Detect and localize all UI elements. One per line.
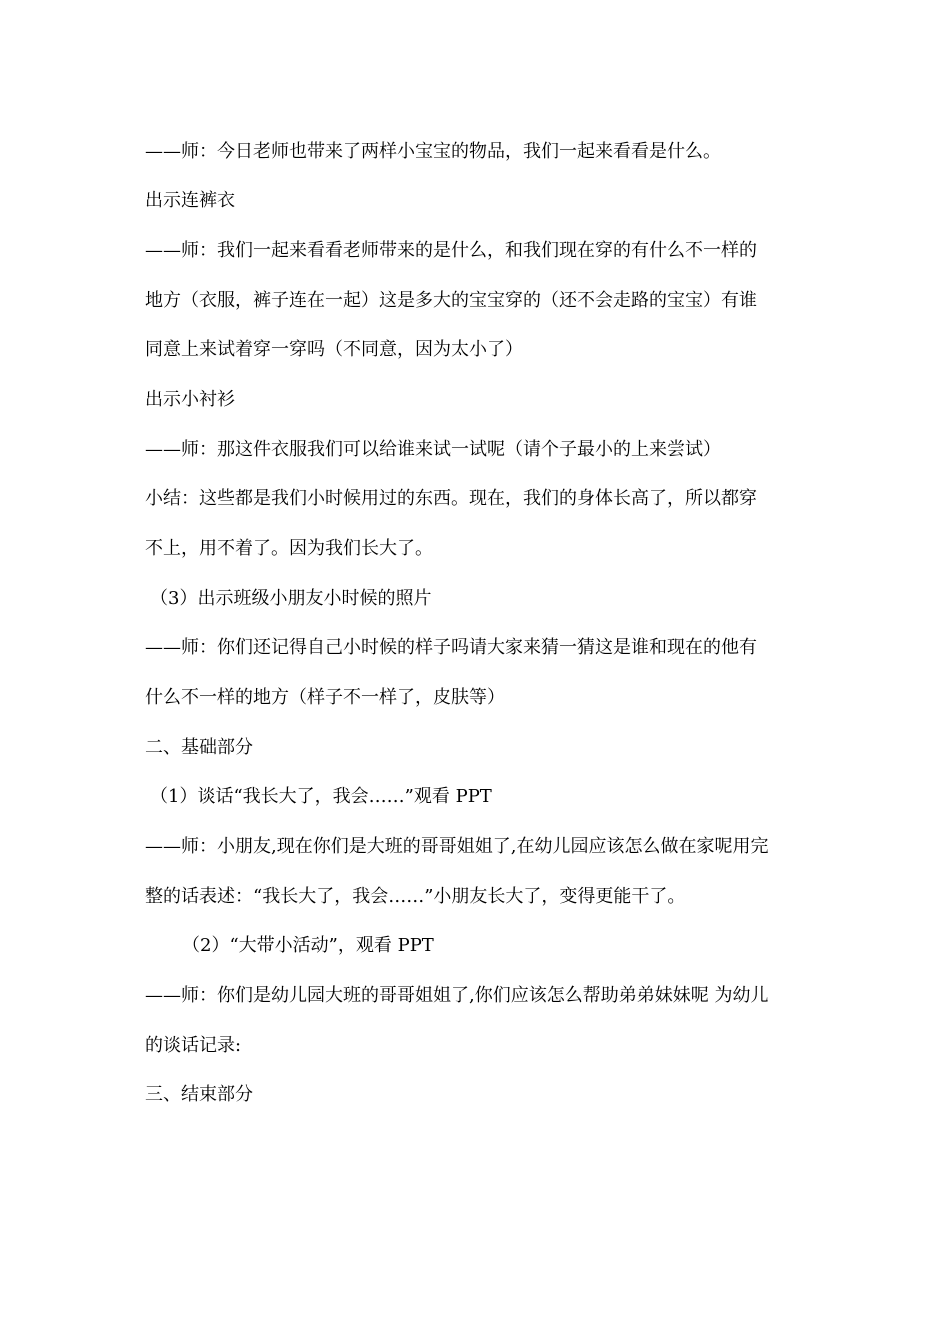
- text-line-4: 地方（衣服，裤子连在一起）这是多大的宝宝穿的（还不会走路的宝宝）有谁: [145, 290, 757, 311]
- text-line-10: （3）出示班级小朋友小时候的照片: [150, 588, 432, 609]
- text-line-11: ——师：你们还记得自己小时候的样子吗请大家来猜一猜这是谁和现在的他有: [145, 637, 757, 658]
- text-line-9: 不上，用不着了。因为我们长大了。: [145, 538, 433, 559]
- section-heading-3: 三、结束部分: [145, 1084, 253, 1105]
- text-line-2: 出示连裤衣: [145, 190, 235, 211]
- text-line-7: ——师：那这件衣服我们可以给谁来试一试呢（请个子最小的上来尝试）: [145, 439, 721, 460]
- text-line-12: 什么不一样的地方（样子不一样了，皮肤等）: [145, 687, 505, 708]
- text-line-18: ——师：你们是幼儿园大班的哥哥姐姐了,你们应该怎么帮助弟弟妹妹呢 为幼儿: [145, 985, 769, 1006]
- text-line-14: （1）谈话“我长大了，我会……”观看 PPT: [150, 786, 492, 807]
- text-line-5: 同意上来试着穿一穿吗（不同意，因为太小了）: [145, 339, 523, 360]
- text-line-17: （2）“大带小活动”，观看 PPT: [182, 935, 434, 956]
- text-line-6: 出示小衬衫: [145, 389, 235, 410]
- text-line-16: 整的话表述：“我长大了，我会……”小朋友长大了，变得更能干了。: [145, 886, 686, 907]
- text-line-3: ——师：我们一起来看看老师带来的是什么，和我们现在穿的有什么不一样的: [145, 240, 757, 261]
- section-heading-2: 二、基础部分: [145, 737, 253, 758]
- text-line-19: 的谈话记录:: [145, 1035, 242, 1056]
- text-line-8: 小结：这些都是我们小时候用过的东西。现在，我们的身体长高了，所以都穿: [145, 488, 757, 509]
- text-line-15: ——师：小朋友,现在你们是大班的哥哥姐姐了,在幼儿园应该怎么做在家呢用完: [145, 836, 769, 857]
- text-line-1: ——师：今日老师也带来了两样小宝宝的物品，我们一起来看看是什么。: [145, 141, 721, 162]
